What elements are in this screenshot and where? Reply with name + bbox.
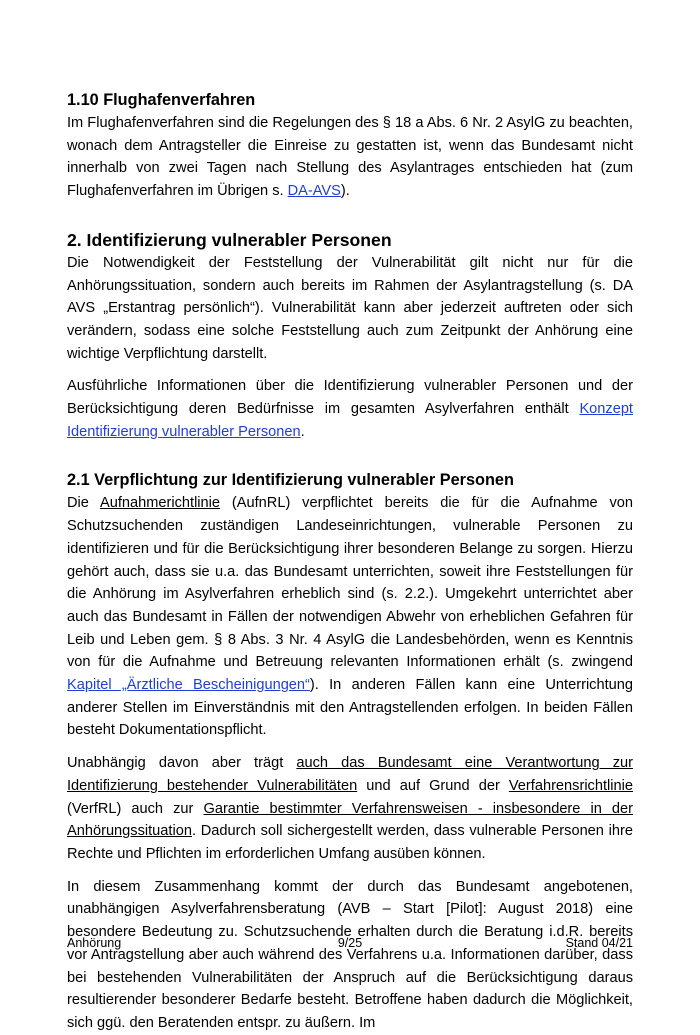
page-body — [67, 88, 633, 1035]
text-segment: Unabhängig davon aber trägt — [67, 755, 297, 772]
text-segment: . Dadurch soll sichergestellt werden, dass vulnerable Personen ihre Rechte und Pflichten im erforderlichen Umfang ausüben können. — [67, 823, 633, 862]
footer-page-number: 9/25 — [337, 936, 363, 950]
paragraph-unabhaengig — [67, 752, 633, 866]
paragraph-flughafen-text: Im Flughafenverfahren sind die Regelungen des § 18 a Abs. 6 Nr. 2 AsylG zu beachten, wonach dem Antragsteller die Einreise zu gestatten ist, wenn das Bundesamt nicht innerhalb von zwei Tagen nach Stellung des Asylantrages entschieden hat (zum Flughafenverfahren im Übrigen s. — [67, 115, 633, 200]
text-segment: und auf Grund der — [357, 777, 509, 794]
link-da-avs[interactable]: DA-AVS — [287, 183, 341, 200]
underlined-verfahrensrichtlinie: Verfahrensrichtlinie — [508, 777, 633, 794]
heading-2: 2. Identifizierung vulnerabler Personen — [67, 229, 392, 250]
paragraph-flughafen-end: ). — [340, 183, 350, 200]
text-segment: (AufnRL) verpflichtet bereits die für die Aufnahme von Schutzsuchenden zuständigen Landeseinrichtungen, vulnerable Personen zu identifizieren und für die Berücksichtigung ihrer besonderen Belange zu sorgen. Hierzu gehört auch, dass sie u.a. das Bundesamt unterrichten, soweit ihre Feststellungen für die Anhörung im Asylverfahren erheblich sind (s. 2.2.). Umgekehrt unterrichtet aber auch das Bundesamt in Fällen der notwendigen Abwehr von erheblichen Gefahren für Leib und Leben gem. § 8 Abs. 3 Nr. 4 AsylG die Landesbehörden, wenn es Kenntnis von für die Aufnahme und Betreuung relevanten Informationen erhält (s. zwingend — [67, 495, 633, 671]
paragraph-notwendigkeit: Die Notwendigkeit der Feststellung der Vulnerabilität gilt nicht nur für die Anhörungssituation, sondern auch bereits im Rahmen der Asylantragstellung (s. DA AVS „Erstantrag persönlich“). Vulnerabilität kann aber jederzeit auftreten oder sich verändern, sodass eine solche Feststellung auch zum Zeitpunkt der Anhörung eine wichtige Verpflichtung darstellt. — [67, 254, 633, 362]
underlined-garantie: Garantie bestimmter Verfahrensweisen - insbesondere in der Anhörungssituation — [67, 800, 634, 840]
text-segment: (VerfRL) auch zur — [67, 800, 204, 817]
paragraph-aufnahmerichtlinie — [67, 492, 633, 742]
paragraph-asylverfahrensberatung: In diesem Zusammenhang kommt der durch das Bundesamt angebotenen, unabhängigen Asylverfahrensberatung (AVB – Start [Pilot]: August 2018) eine besondere Bedeutung zu. Schutzsuchende erhalten durch die Beratung i.d.R. bereits vor Antragstellung aber auch während des Verfahrens u.a. Informationen darüber, dass bei bestehenden Vulnerabilitäten der Anspruch auf die Berücksichtigung daraus resultierender besonderer Bedarfe besteht. Betroffene haben dadurch die Möglichkeit, sich ggü. den Beratenden entspr. zu äußern. Im — [67, 878, 633, 1031]
text-segment: ). In anderen Fällen kann eine Unterrichtung anderer Stellen im Einverständnis mit den Antragstellenden erfolgen. In beiden Fällen besteht Dokumentationspflicht. — [67, 677, 634, 739]
paragraph-ausfuehrliche-end: . — [300, 423, 305, 440]
link-konzept-vulnerabler-personen[interactable]: Konzept Identifizierung vulnerabler Personen — [67, 401, 633, 440]
text-segment: Die — [67, 495, 100, 512]
heading-1-10: 1.10 Flughafenverfahren — [67, 91, 256, 109]
underlined-aufnahmerichtlinie: Aufnahmerichtlinie — [99, 495, 221, 512]
footer-right: Stand 04/21 — [565, 936, 633, 950]
footer-left: Anhörung — [67, 936, 122, 950]
paragraph-flughafen — [67, 112, 633, 203]
heading-2-1: 2.1 Verpflichtung zur Identifizierung vulnerabler Personen — [67, 471, 514, 490]
paragraph-ausfuehrliche-text: Ausführliche Informationen über die Identifizierung vulnerabler Personen und der Berücksichtigung deren Bedürfnisse im gesamten Asylverfahren enthält — [67, 378, 633, 418]
link-kapitel-aerztliche-bescheinigungen[interactable]: Kapitel „Ärztliche Bescheinigungen“ — [67, 677, 310, 694]
paragraph-ausfuehrliche — [67, 375, 633, 443]
underlined-verantwortung: auch das Bundesamt eine Verantwortung zur Identifizierung bestehender Vulnerabilitäten — [67, 755, 633, 794]
